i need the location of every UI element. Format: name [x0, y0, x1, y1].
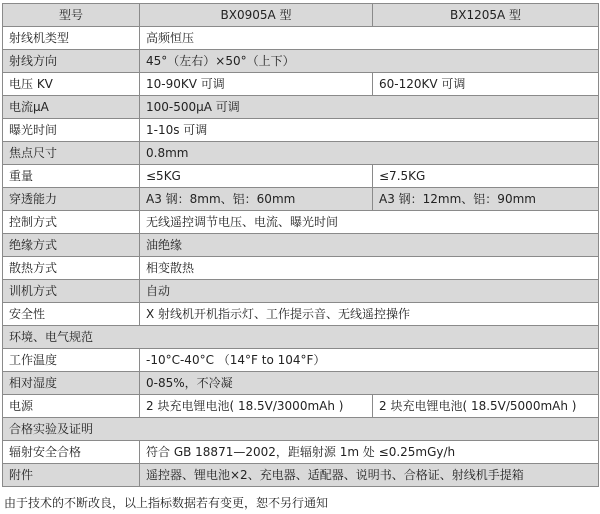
section-row: [3, 326, 599, 349]
row-value: X 射线机开机指示灯、工作提示音、无线遥控操作: [140, 303, 599, 326]
row-label: 辐射安全合格: [3, 441, 140, 464]
spec-row: [3, 165, 599, 188]
spec-row: [3, 464, 599, 487]
header-label: 型号: [3, 4, 140, 27]
spec-row: [3, 395, 599, 418]
header-model-a: BX0905A 型: [140, 4, 373, 27]
section-title: 环境、电气规范: [3, 326, 599, 349]
row-value-a: 10-90KV 可调: [140, 73, 373, 96]
row-label: 散热方式: [3, 257, 140, 280]
row-value: 100-500μA 可调: [140, 96, 599, 119]
row-label: 重量: [3, 165, 140, 188]
spec-row: [3, 280, 599, 303]
row-value-a: A3 钢：8mm、铝：60mm: [140, 188, 373, 211]
row-value: 1-10s 可调: [140, 119, 599, 142]
row-value: -10°C-40°C （14°F to 104°F）: [140, 349, 599, 372]
row-label: 曝光时间: [3, 119, 140, 142]
spec-table: [2, 3, 599, 487]
row-label: 训机方式: [3, 280, 140, 303]
footnote: 由于技术的不断改良，以上指标数据若有变更，恕不另行通知: [4, 496, 329, 510]
row-label: 绝缘方式: [3, 234, 140, 257]
row-value-b: 60-120KV 可调: [373, 73, 599, 96]
row-value: 相变散热: [140, 257, 599, 280]
row-value: 无线遥控调节电压、电流、曝光时间: [140, 211, 599, 234]
row-label: 附件: [3, 464, 140, 487]
row-label: 焦点尺寸: [3, 142, 140, 165]
row-value: 0.8mm: [140, 142, 599, 165]
spec-row: [3, 27, 599, 50]
section-row: [3, 418, 599, 441]
header-row: [3, 4, 599, 27]
row-value-a: ≤5KG: [140, 165, 373, 188]
spec-row: [3, 372, 599, 395]
spec-row: [3, 119, 599, 142]
row-value: 符合 GB 18871—2002，距辐射源 1m 处 ≤0.25mGy/h: [140, 441, 599, 464]
row-label: 穿透能力: [3, 188, 140, 211]
row-label: 控制方式: [3, 211, 140, 234]
header-model-b: BX1205A 型: [373, 4, 599, 27]
row-value-b: 2 块充电锂电池( 18.5V/5000mAh ): [373, 395, 599, 418]
row-value-a: 2 块充电锂电池( 18.5V/3000mAh ): [140, 395, 373, 418]
row-label: 射线机类型: [3, 27, 140, 50]
row-value-b: A3 钢：12mm、铝：90mm: [373, 188, 599, 211]
row-value: 自动: [140, 280, 599, 303]
spec-row: [3, 349, 599, 372]
row-value: 油绝缘: [140, 234, 599, 257]
row-value: 45°（左右）×50°（上下）: [140, 50, 599, 73]
spec-row: [3, 73, 599, 96]
spec-row: [3, 142, 599, 165]
row-value: 遥控器、锂电池×2、充电器、适配器、说明书、合格证、射线机手提箱: [140, 464, 599, 487]
spec-row: [3, 257, 599, 280]
spec-row: [3, 303, 599, 326]
section-title: 合格实验及证明: [3, 418, 599, 441]
row-value-b: ≤7.5KG: [373, 165, 599, 188]
spec-row: [3, 50, 599, 73]
spec-row: [3, 441, 599, 464]
row-label: 电压 KV: [3, 73, 140, 96]
spec-row: [3, 211, 599, 234]
row-label: 射线方向: [3, 50, 140, 73]
row-label: 工作温度: [3, 349, 140, 372]
row-value: 高频恒压: [140, 27, 599, 50]
row-label: 电源: [3, 395, 140, 418]
row-value: 0-85%，不冷凝: [140, 372, 599, 395]
spec-row: [3, 234, 599, 257]
row-label: 相对湿度: [3, 372, 140, 395]
spec-row: [3, 96, 599, 119]
row-label: 电流μA: [3, 96, 140, 119]
spec-row: [3, 188, 599, 211]
row-label: 安全性: [3, 303, 140, 326]
